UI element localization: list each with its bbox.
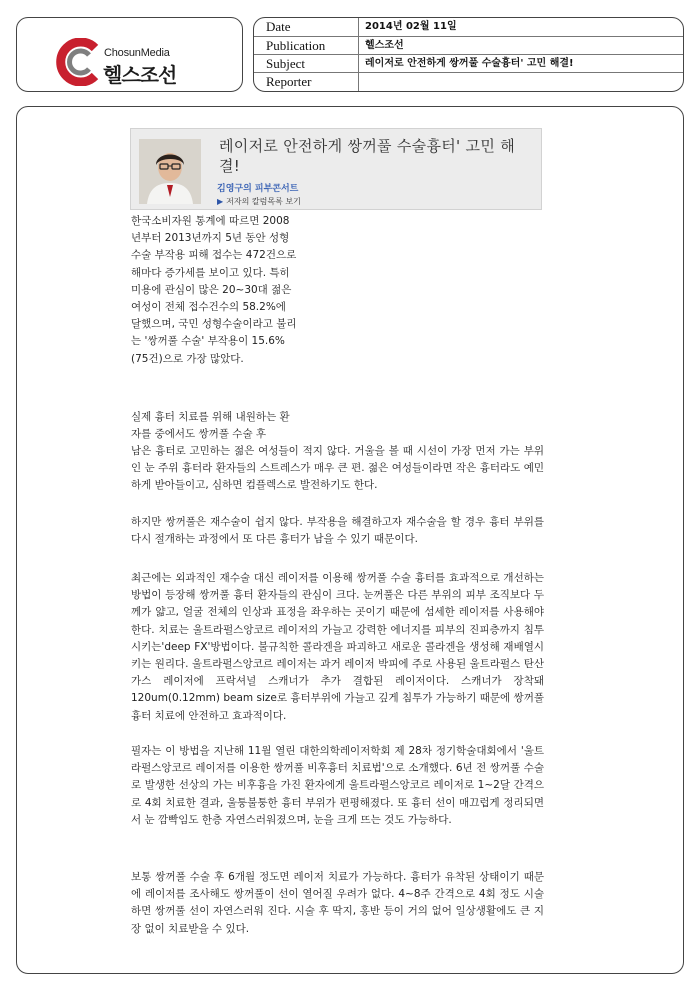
column-name-link[interactable]: 김영구의 피부콘서트 [217,184,299,194]
author-portrait-icon [139,139,201,204]
paragraph-4: 최근에는 외과적인 재수술 대신 레이저를 이용해 쌍꺼풀 수술 흉터를 효과적으로 개선하는 방법이 등장해 쌍꺼풀 흉터 환자들의 관심이 크다. 눈꺼풀은 다른 부위의 피부 조직보다 두께가 얇고, 얼굴 전체의 인상과 표정을 좌우하는 곳이기 때문에 섬세한 레이저를 사용해야 한다. 치료는 울트라펄스앙코르 레이저의 가늘고 강력한 에너지를 피부의 진피층까지 침투시키는'deep FX'방법이다. 불규칙한 콜라겐을 파괴하고 새로운 콜라겐을 생성해 재배열시키는 원리다. 울트라펄스앙코르 레이저는 과거 레이저 박피에 주로 사용된 울트라펄스 탄산가스 레이저에 프락셔널 스캐너가 추가 결합된 레이저이다. 스캐너가 장착돼 120um(0.12mm) beam size로 흉터부위에 가늘고 깊게 침투가 가능하기 때문에 쌍꺼풀 흉터 치료에 안전하고 효과적이다. [131,572,544,722]
paragraph-6: 보통 쌍꺼풀 수술 후 6개월 정도면 레이저 치료가 가능하다. 흉터가 유착된 상태이기 때문에 레이저를 조사해도 쌍꺼풀이 선이 열어질 우려가 없다. 4~8주 간격으로 4회 정도 시술하면 쌍꺼풀 선이 자연스러워 진다. 시술 후 딱지, 홍반 등이 거의 없어 일상생활에도 큰 지장 없이 치료받을 수 있다. [131,871,544,935]
paragraph-2-rest: 남은 흉터로 고민하는 젊은 여성들이 적지 않다. 거울을 볼 때 시선이 가장 먼저 가는 부위인 눈 주위 흉터라 환자들의 스트레스가 매우 큰 편. 젊은 여성들이라면 작은 흉터라도 예민하게 받아들이고, 심하면 컴플렉스로 발전하기도 한다. [131,445,544,492]
meta-value-date: 2014년 02월 11일 [365,21,457,32]
brand-korean: 헬스조선 [103,63,177,87]
meta-row-date [254,18,683,36]
meta-row-publication [254,36,683,55]
column-list-label: 저자의 칼럼목록 보기 [226,197,301,206]
article-header [130,128,542,210]
paragraph-1: 한국소비자원 통계에 따르면 2008년부터 2013년까지 5년 동안 성형수술 부작용 피해 접수는 472건으로 해마다 증가세를 보이고 있다. 특히 미용에 관심이 많은 20~30대 젊은 여성이 전체 접수건수의 58.2%에 달했으며, 국민 성형수술이라고 불리는 '쌍꺼풀 수술' 부작용이 15.6%(75건)으로 가장 많았다. [131,215,297,365]
meta-label: Date [266,19,291,34]
paragraph-2-intro: 실제 흉터 치료를 위해 내원하는 환자를 중에서도 쌍꺼풀 수술 후 [131,411,290,441]
meta-row-reporter [254,72,683,91]
paragraph-5: 필자는 이 방법을 지난해 11월 열린 대한의학레이저학회 제 28차 정기학술대회에서 '울트라펄스앙코르 레이저를 이용한 쌍꺼풀 비후흉터 치료법'으로 소개했다. 6년 전 쌍꺼풀 수술로 발생한 선상의 가는 비후흉을 가진 환자에게 울트라펄스앙코르 레이저로 1~2달 간격으로 4회 치료한 결과, 울퉁불퉁한 흉터 부위가 편평해졌다. 또 흉터 선이 매끄럽게 정리되면서 눈 깜빡임도 한층 자연스러워졌으며, 눈을 크게 뜨는 것도 가능하다. [131,745,544,826]
chosun-logo-icon [55,38,103,86]
triangle-right-icon: ▶ [217,197,224,206]
author-photo [139,139,201,204]
article-meta-table [253,17,684,92]
meta-label: Reporter [266,74,312,89]
meta-value-publication: 헬스조선 [365,40,404,51]
meta-row-subject [254,54,683,73]
meta-value-subject: 레이저로 안전하게 쌍꺼풀 수술흉터' 고민 해결! [365,58,574,69]
brand-english: ChosunMedia [104,47,170,59]
publisher-logo-box [16,17,243,92]
article-title: 레이저로 안전하게 쌍꺼풀 수술흉터' 고민 해결! [219,137,515,175]
meta-label: Publication [266,38,326,53]
column-list-link[interactable] [217,196,301,207]
meta-label: Subject [266,56,305,71]
paragraph-3: 하지만 쌍꺼풀은 재수술이 쉽지 않다. 부작용을 해결하고자 재수술을 할 경우 흉터 부위를 다시 절개하는 과정에서 또 다른 흉터가 남을 수 있기 때문이다. [131,516,544,546]
